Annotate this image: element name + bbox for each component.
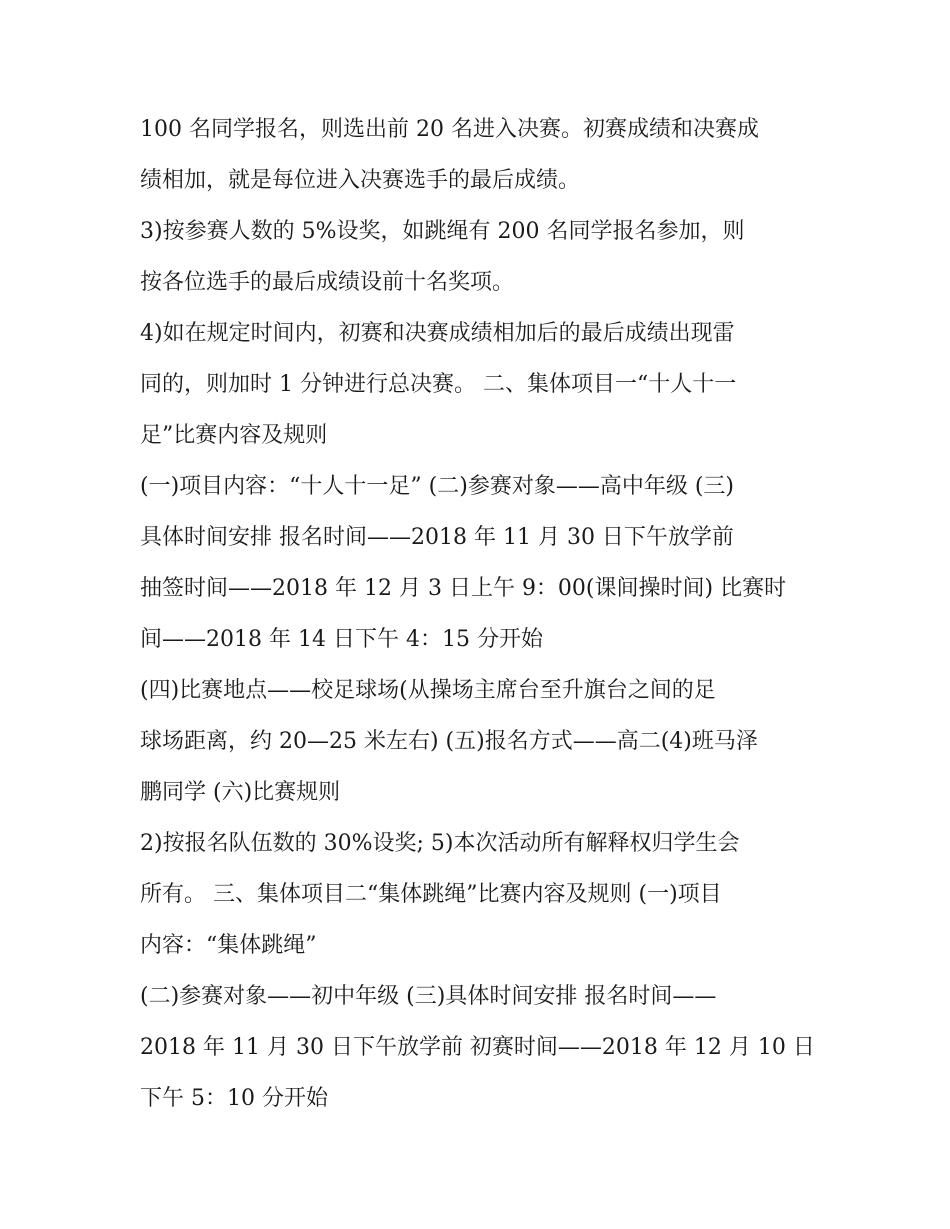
text-line: 4)如在规定时间内，初赛和决赛成绩相加后的最后成绩出现雷 bbox=[140, 321, 735, 346]
text-line: 具体时间安排 报名时间——2018 年 11 月 30 日下午放学前 bbox=[140, 525, 734, 550]
text-line: 所有。 三、集体项目二“集体跳绳”比赛内容及规则 (一)项目 bbox=[140, 882, 722, 907]
text-line: 2)按报名队伍数的 30%设奖; 5)本次活动所有解释权归学生会 bbox=[140, 831, 740, 856]
text-line: 下午 5：10 分开始 bbox=[140, 1086, 328, 1111]
text-line: 按各位选手的最后成绩设前十名奖项。 bbox=[140, 270, 515, 295]
text-line: 球场距离，约 20—25 米左右) (五)报名方式——高二(4)班马泽 bbox=[140, 729, 758, 754]
text-line: 3)按参赛人数的 5%设奖，如跳绳有 200 名同学报名参加，则 bbox=[140, 219, 745, 244]
text-line: 2018 年 11 月 30 日下午放学前 初赛时间——2018 年 12 月 10 日 bbox=[140, 1035, 815, 1060]
text-line: 抽签时间——2018 年 12 月 3 日上午 9：00(课间操时间) 比赛时 bbox=[140, 576, 787, 601]
text-line: 鹏同学 (六)比赛规则 bbox=[140, 780, 341, 805]
text-line: (二)参赛对象——初中年级 (三)具体时间安排 报名时间—— bbox=[140, 984, 717, 1009]
text-line: (一)项目内容：“十人十一足” (二)参赛对象——高中年级 (三) bbox=[140, 474, 734, 499]
text-line: 同的，则加时 1 分钟进行总决赛。 二、集体项目一“十人十一 bbox=[140, 372, 737, 397]
text-line: 绩相加，就是每位进入决赛选手的最后成绩。 bbox=[140, 168, 581, 193]
text-line: 间——2018 年 14 日下午 4：15 分开始 bbox=[140, 627, 543, 652]
text-line: (四)比赛地点——校足球场(从操场主席台至升旗台之间的足 bbox=[140, 678, 716, 703]
text-line: 内容：“集体跳绳” bbox=[140, 933, 317, 958]
text-line: 100 名同学报名，则选出前 20 名进入决赛。初赛成绩和决赛成 bbox=[140, 117, 759, 142]
document-body bbox=[140, 104, 820, 1124]
text-line: 足”比赛内容及规则 bbox=[140, 423, 328, 448]
